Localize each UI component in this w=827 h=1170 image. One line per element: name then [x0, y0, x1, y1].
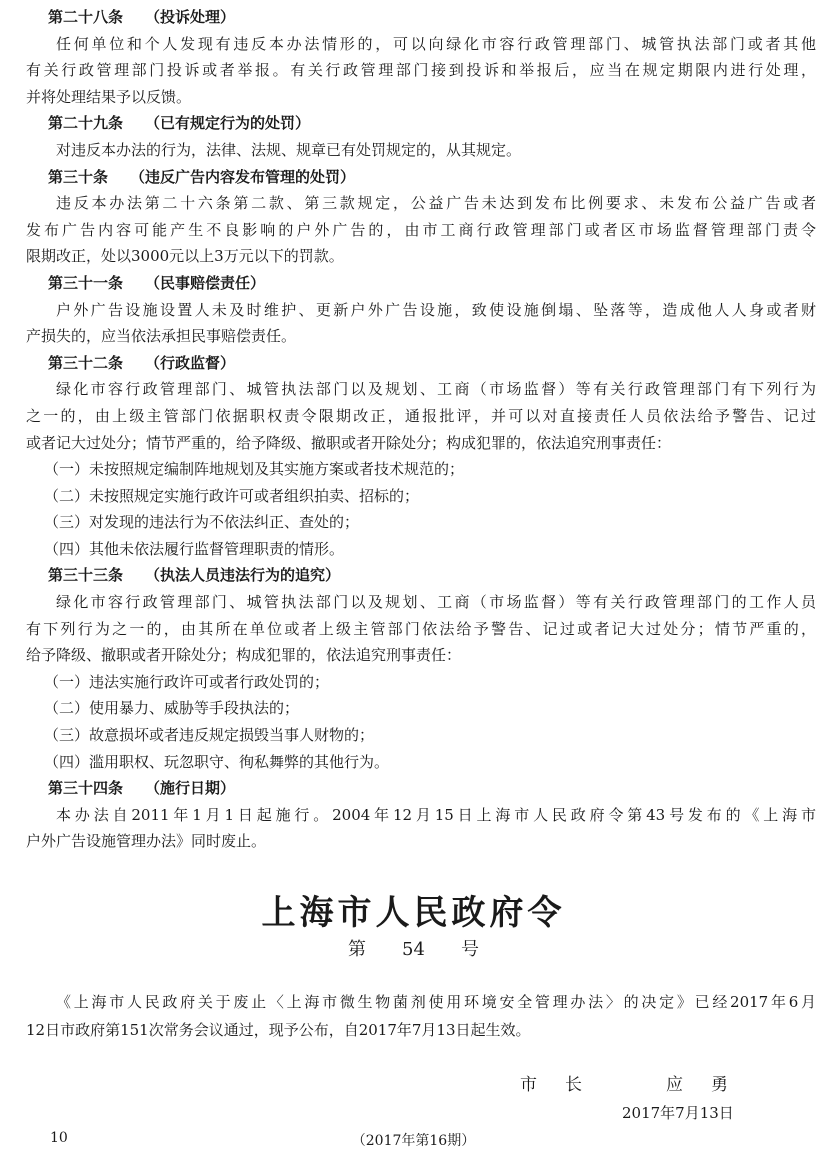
signature-date: 2017年7月13日 [622, 1104, 734, 1122]
decree-title: 上海市人民政府令 [261, 893, 566, 933]
article-title: （投诉处理） [145, 8, 236, 26]
article-heading [26, 562, 816, 589]
article-number: 第三十二条 [48, 353, 124, 372]
decree-number-suffix: 号 [460, 939, 479, 960]
list-item: （三）故意损坏或者违反规定损毁当事人财物的； [44, 726, 375, 745]
article-text-line: 有下列行为之一的，由其所在单位或者上级主管部门依法给予警告、记过或者记大过处分；情节严重的， [26, 619, 816, 638]
article-text-line: 违反本办法第二十六条第二款、第三款规定，公益广告未达到发布比例要求、未发布公益广告或者 [56, 194, 816, 213]
article-title: （行政监督） [145, 353, 236, 372]
article-text-line: 产损失的，应当依法承担民事赔偿责任。 [26, 327, 297, 346]
article-number: 第三十三条 [48, 566, 124, 585]
decree-number [0, 935, 827, 961]
decree-text-line: 12日市政府第151次常务会议通过，现予公布，自2017年7月13日起生效。 [26, 1021, 531, 1039]
article-text-line: 本办法自2011年1月1日起施行。2004年12月15日上海市人民政府令第43号发布的《上海市 [56, 805, 816, 824]
article-text-line: 并将处理结果予以反馈。 [26, 87, 192, 106]
article-heading [26, 350, 816, 377]
signature-title: 市长 [520, 1075, 610, 1095]
article-text-line: 户外广告设施设置人未及时维护、更新户外广告设施，致使设施倒塌、坠落等，造成他人人身或者财 [56, 300, 816, 319]
article-number: 第二十九条 [48, 114, 124, 133]
article-text-line: 对违反本办法的行为，法律、法规、规章已有处罚规定的，从其规定。 [56, 140, 522, 159]
article-text-line: 限期改正，处以3000元以上3万元以下的罚款。 [26, 247, 344, 266]
decree-body [26, 988, 816, 1044]
article-number: 第三十四条 [48, 779, 124, 798]
article-text-line: 发布广告内容可能产生不良影响的户外广告的，由市工商行政管理部门或者区市场监督管理部门责令 [26, 220, 816, 239]
article-heading [26, 775, 816, 802]
article-text-line: 给予降级、撤职或者开除处分；构成犯罪的，依法追究刑事责任： [26, 646, 462, 665]
signature-name: 应勇 [666, 1075, 756, 1095]
decree-number-prefix: 第 [348, 939, 367, 960]
article-title: （施行日期） [145, 779, 236, 798]
article-title: （违反广告内容发布管理的处罚） [130, 167, 356, 186]
article-heading [26, 4, 816, 31]
issue-label: （2017年第16期） [351, 1133, 476, 1149]
article-text-line: 绿化市容行政管理部门、城管执法部门以及规划、工商（市场监督）等有关行政管理部门有下列行为 [56, 380, 816, 399]
article-title: （执法人员违法行为的追究） [145, 566, 341, 585]
regulation-articles [26, 4, 816, 855]
article-heading [26, 164, 816, 191]
list-item: （一）违法实施行政许可或者行政处罚的； [44, 672, 330, 691]
article-title: （民事赔偿责任） [145, 273, 266, 292]
article-text-line: 或者记大过处分；情节严重的，给予降级、撤职或者开除处分；构成犯罪的，依法追究刑事责任： [26, 433, 672, 452]
article-number: 第三十一条 [48, 273, 124, 292]
list-item: （一）未按照规定编制阵地规划及其实施方案或者技术规范的； [44, 460, 465, 479]
page-number: 10 [50, 1130, 68, 1146]
article-text-line: 户外广告设施管理办法》同时废止。 [26, 832, 267, 851]
list-item: （四）滥用职权、玩忽职守、徇私舞弊的其他行为。 [44, 752, 390, 771]
decree-number-value: 54 [402, 939, 425, 960]
decree-text-line: 《上海市人民政府关于废止〈上海市微生物菌剂使用环境安全管理办法〉的决定》已经2017年6月 [56, 993, 816, 1011]
article-text-line: 绿化市容行政管理部门、城管执法部门以及规划、工商（市场监督）等有关行政管理部门的工作人员 [56, 593, 816, 612]
list-item: （三）对发现的违法行为不依法纠正、查处的； [44, 513, 360, 532]
article-heading [26, 110, 816, 137]
list-item: （二）未按照规定实施行政许可或者组织拍卖、招标的； [44, 486, 420, 505]
list-item: （二）使用暴力、威胁等手段执法的； [44, 699, 300, 718]
article-title: （已有规定行为的处罚） [145, 114, 311, 133]
signature [520, 1070, 756, 1095]
article-text-line: 有关行政管理部门投诉或者举报。有关行政管理部门接到投诉和举报后，应当在规定期限内进行处理， [26, 61, 816, 80]
article-heading [26, 270, 816, 297]
list-item: （四）其他未依法履行监督管理职责的情形。 [44, 539, 345, 558]
article-number: 第三十条 [48, 167, 109, 186]
article-number: 第二十八条 [48, 8, 124, 26]
article-text-line: 任何单位和个人发现有违反本办法情形的，可以向绿化市容行政管理部门、城管执法部门或者其他 [56, 34, 816, 53]
article-text-line: 之一的，由上级主管部门依据职权责令限期改正，通报批评，并可以对直接责任人员依法给予警告、记过 [26, 406, 816, 425]
